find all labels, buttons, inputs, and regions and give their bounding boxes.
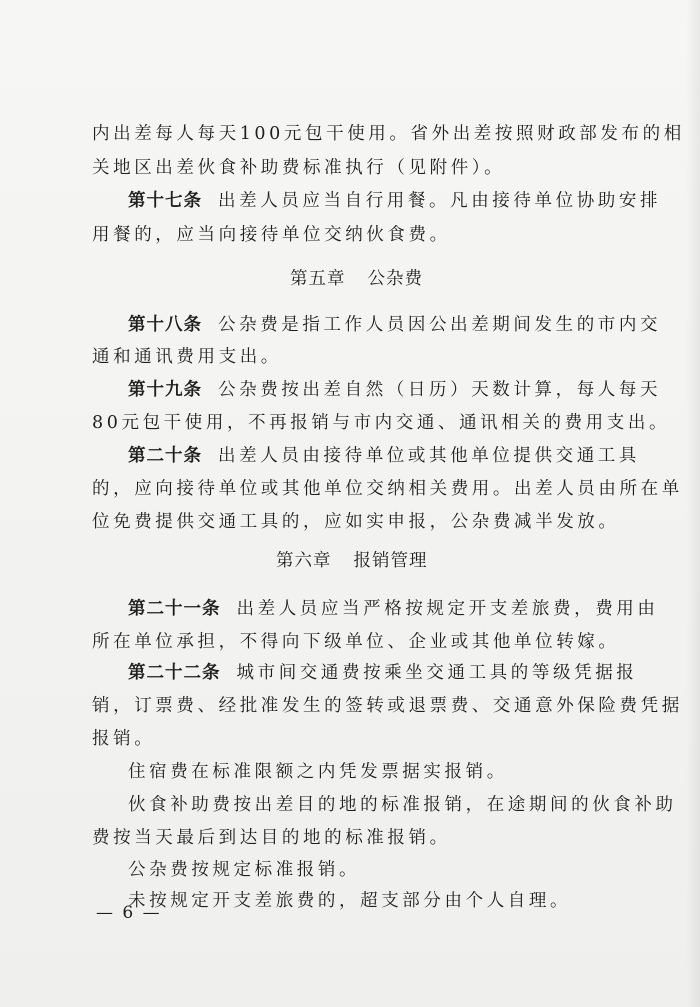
chapter-title: 公杂费 bbox=[367, 269, 423, 289]
article-text: 出差人员应当严格按规定开支差旅费，费用由 bbox=[236, 599, 659, 619]
excess-paragraph: 未按规定开支差旅费的，超支部分由个人自理。 bbox=[128, 891, 572, 911]
body-line: 内出差每人每天100元包干使用。省外出差按照财政部发布的相 bbox=[92, 124, 685, 144]
article-18 bbox=[128, 313, 661, 337]
body-line: 位免费提供交通工具的，应如实申报，公杂费减半发放。 bbox=[92, 512, 620, 532]
lodging-paragraph: 住宿费在标准限额之内凭发票据实报销。 bbox=[128, 762, 508, 782]
article-21 bbox=[128, 597, 659, 621]
chapter-number: 第六章 bbox=[276, 551, 332, 571]
body-line: 通和通讯费用支出。 bbox=[92, 347, 282, 367]
body-line: 费按当天最后到达目的地的标准报销。 bbox=[92, 828, 451, 848]
article-text: 城市间交通费按乘坐交通工具的等级凭据报 bbox=[236, 663, 638, 683]
page-number: — 6 — bbox=[96, 903, 162, 923]
article-heading: 第二十二条 bbox=[128, 663, 221, 683]
article-text: 出差人员应当自行用餐。凡由接待单位协助安排 bbox=[218, 191, 662, 211]
article-heading: 第十八条 bbox=[128, 315, 202, 335]
body-line: 80元包干使用，不再报销与市内交通、通讯相关的费用支出。 bbox=[92, 413, 671, 433]
body-line: 销，订票费、经批准发生的签转或退票费、交通意外保险费凭据 bbox=[92, 696, 683, 716]
article-text: 出差人员由接待单位或其他单位提供交通工具 bbox=[218, 446, 640, 466]
chapter-title: 报销管理 bbox=[353, 551, 428, 571]
article-20 bbox=[128, 444, 640, 468]
chapter-number: 第五章 bbox=[290, 269, 346, 289]
article-heading: 第十七条 bbox=[128, 191, 202, 211]
article-heading: 第二十一条 bbox=[128, 599, 221, 619]
scan-edge-shadow bbox=[686, 0, 700, 1007]
body-line: 所在单位承担，不得向下级单位、企业或其他单位转嫁。 bbox=[92, 632, 620, 652]
article-heading: 第十九条 bbox=[128, 380, 202, 400]
article-22 bbox=[128, 661, 637, 685]
body-line: 关地区出差伙食补助费标准执行（见附件）。 bbox=[92, 158, 506, 178]
chapter-6-heading bbox=[276, 549, 428, 573]
article-text: 公杂费是指工作人员因公出差期间发生的市内交 bbox=[218, 315, 662, 335]
chapter-5-heading bbox=[290, 267, 423, 291]
body-line: 报销。 bbox=[92, 729, 156, 749]
article-17 bbox=[128, 189, 661, 213]
misc-paragraph: 公杂费按规定标准报销。 bbox=[128, 860, 361, 880]
body-line: 用餐的，应当向接待单位交纳伙食费。 bbox=[92, 225, 451, 245]
article-text: 公杂费按出差自然（日历）天数计算，每人每天 bbox=[218, 380, 662, 400]
meal-paragraph: 伙食补助费按出差目的地的标准报销，在途期间的伙食补助 bbox=[128, 795, 677, 815]
body-line: 的，应向接待单位或其他单位交纳相关费用。出差人员由所在单 bbox=[92, 479, 683, 499]
article-heading: 第二十条 bbox=[128, 446, 202, 466]
article-19 bbox=[128, 378, 661, 402]
